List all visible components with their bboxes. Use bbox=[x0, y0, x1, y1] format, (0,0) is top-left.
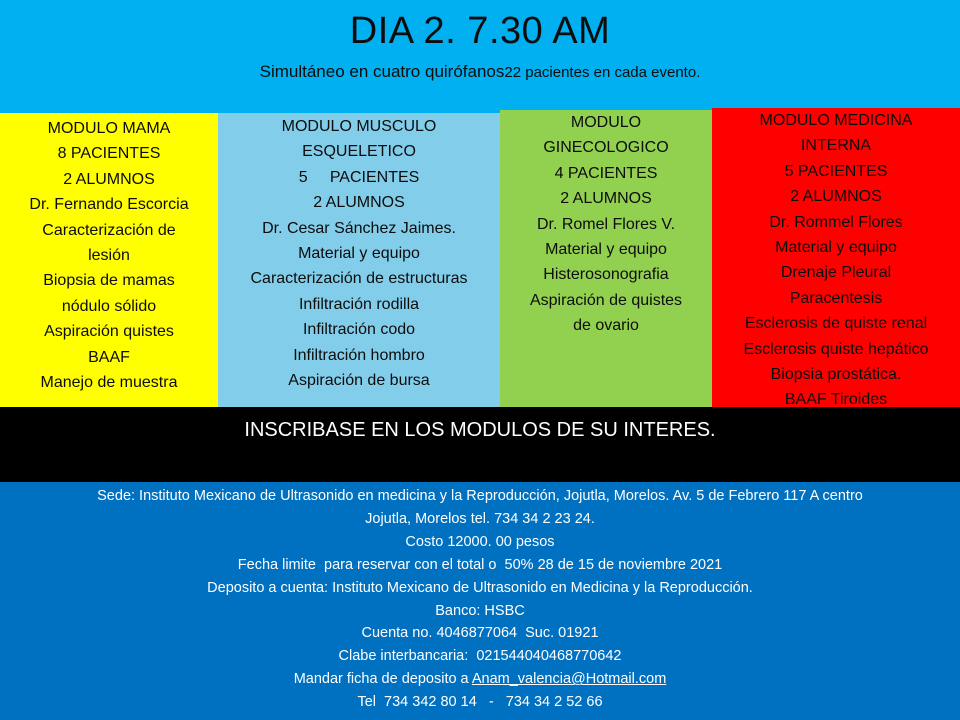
module-medicina-line: Paracentesis bbox=[789, 289, 883, 307]
module-musculo-line: Dr. Cesar Sánchez Jaimes. bbox=[262, 219, 456, 237]
module-mama-line: Manejo de muestra bbox=[40, 374, 178, 392]
module-medicina-line: Esclerosis quiste hepático bbox=[743, 340, 929, 358]
module-musculo-line: Infiltración codo bbox=[302, 321, 416, 339]
bank-line: Banco: HSBC bbox=[435, 602, 525, 619]
module-ginecologico-line: Aspiración de quistes bbox=[529, 291, 683, 309]
module-musculo-line: MODULO MUSCULO bbox=[281, 118, 437, 135]
banner-text: INSCRIBASE EN LOS MODULOS DE SU INTERES. bbox=[244, 419, 716, 441]
module-musculo-line: 2 ALUMNOS bbox=[313, 194, 405, 212]
module-mama-line: Caracterización de bbox=[42, 221, 176, 239]
module-mama-line: 8 PACIENTES bbox=[57, 145, 161, 163]
module-mama-line: Dr. Fernando Escorcia bbox=[29, 196, 189, 214]
module-medicina-line: Dr. Rommel Flores bbox=[769, 213, 903, 231]
send-receipt-prefix: Mandar ficha de deposito a bbox=[293, 671, 472, 688]
subtitle-end: . bbox=[696, 64, 701, 81]
module-musculo-line: 5 PACIENTES bbox=[298, 168, 420, 186]
module-musculo-line: Caracterización de estructuras bbox=[250, 270, 468, 288]
module-musculo bbox=[218, 113, 500, 407]
module-musculo-line: Infiltración rodilla bbox=[298, 295, 420, 313]
subtitle-main: Simultáneo en cuatro quirófanos bbox=[259, 62, 505, 81]
module-musculo-line: Material y equipo bbox=[298, 245, 420, 263]
page-subtitle bbox=[0, 62, 960, 82]
venue-phone-line: Jojutla, Morelos tel. 734 34 2 23 24. bbox=[365, 510, 595, 527]
module-musculo-line: Infiltración hombro bbox=[293, 346, 425, 364]
module-medicina-line: 2 ALUMNOS bbox=[790, 188, 882, 206]
registration-banner bbox=[0, 407, 960, 482]
module-ginecologico-line: de ovario bbox=[573, 317, 639, 335]
module-mama bbox=[0, 113, 218, 407]
module-ginecologico-line: Material y equipo bbox=[545, 241, 667, 259]
module-mama-line: MODULO MAMA bbox=[47, 120, 171, 137]
module-musculo-line: Aspiración de bursa bbox=[288, 372, 430, 390]
module-ginecologico-line: Histerosonografia bbox=[543, 266, 669, 284]
venue-line: Sede: Instituto Mexicano de Ultrasonido en medicina y la Reproducción, Jojutla, Morelos. Av. 5 de Febrero 117 A centro bbox=[97, 488, 863, 504]
account-number-line: Cuenta no. 4046877064 Suc. 01921 bbox=[361, 625, 599, 642]
module-mama-line: BAAF bbox=[88, 348, 130, 366]
deposit-account-line: Deposito a cuenta: Instituto Mexicano de Ultrasonido en Medicina y la Reproducción. bbox=[207, 579, 753, 596]
module-medicina-line: Material y equipo bbox=[775, 239, 897, 257]
module-medicina-line: Drenaje Pleural bbox=[780, 264, 892, 282]
module-mama-line: Biopsia de mamas bbox=[43, 272, 175, 290]
phone-line: Tel 734 342 80 14 - 734 34 2 52 66 bbox=[357, 694, 603, 711]
footer-info bbox=[0, 482, 960, 720]
module-medicina-line: Esclerosis de quiste renal bbox=[744, 315, 928, 333]
module-ginecologico bbox=[500, 110, 712, 407]
module-mama-line: lesión bbox=[88, 247, 130, 265]
deadline-line: Fecha limite para reservar con el total o 50% 28 de 15 de noviembre 2021 bbox=[237, 556, 723, 573]
header bbox=[0, 0, 960, 113]
module-ginecologico-line: 4 PACIENTES bbox=[554, 164, 658, 182]
module-mama-line: Aspiración quistes bbox=[44, 323, 174, 341]
module-mama-line: nódulo sólido bbox=[61, 297, 157, 315]
module-musculo-line: ESQUELETICO bbox=[302, 143, 416, 161]
subtitle-small: 22 pacientes en cada evento bbox=[504, 64, 697, 81]
module-ginecologico-line: Dr. Romel Flores V. bbox=[536, 215, 676, 233]
page-title: DIA 2. 7.30 AM bbox=[349, 10, 611, 52]
module-medicina-line: Biopsia prostática. bbox=[770, 366, 902, 384]
clabe-line: Clabe interbancaria: 021544040468770642 bbox=[338, 648, 622, 665]
module-medicina bbox=[712, 108, 960, 407]
cost-line: Costo 12000. 00 pesos bbox=[405, 533, 555, 550]
module-ginecologico-line: 2 ALUMNOS bbox=[560, 190, 652, 208]
module-medicina-line: 5 PACIENTES bbox=[784, 162, 888, 180]
module-ginecologico-line: MODULO bbox=[570, 114, 642, 131]
module-ginecologico-line: GINECOLOGICO bbox=[543, 139, 669, 157]
send-receipt-line bbox=[0, 668, 960, 691]
module-medicina-line: INTERNA bbox=[800, 137, 872, 155]
module-mama-line: 2 ALUMNOS bbox=[63, 170, 155, 188]
module-medicina-line: MODULO MEDICINA bbox=[759, 112, 913, 129]
module-medicina-line: BAAF Tiroides bbox=[784, 391, 888, 407]
email-link[interactable]: Anam_valencia@Hotmail.com bbox=[471, 671, 667, 688]
